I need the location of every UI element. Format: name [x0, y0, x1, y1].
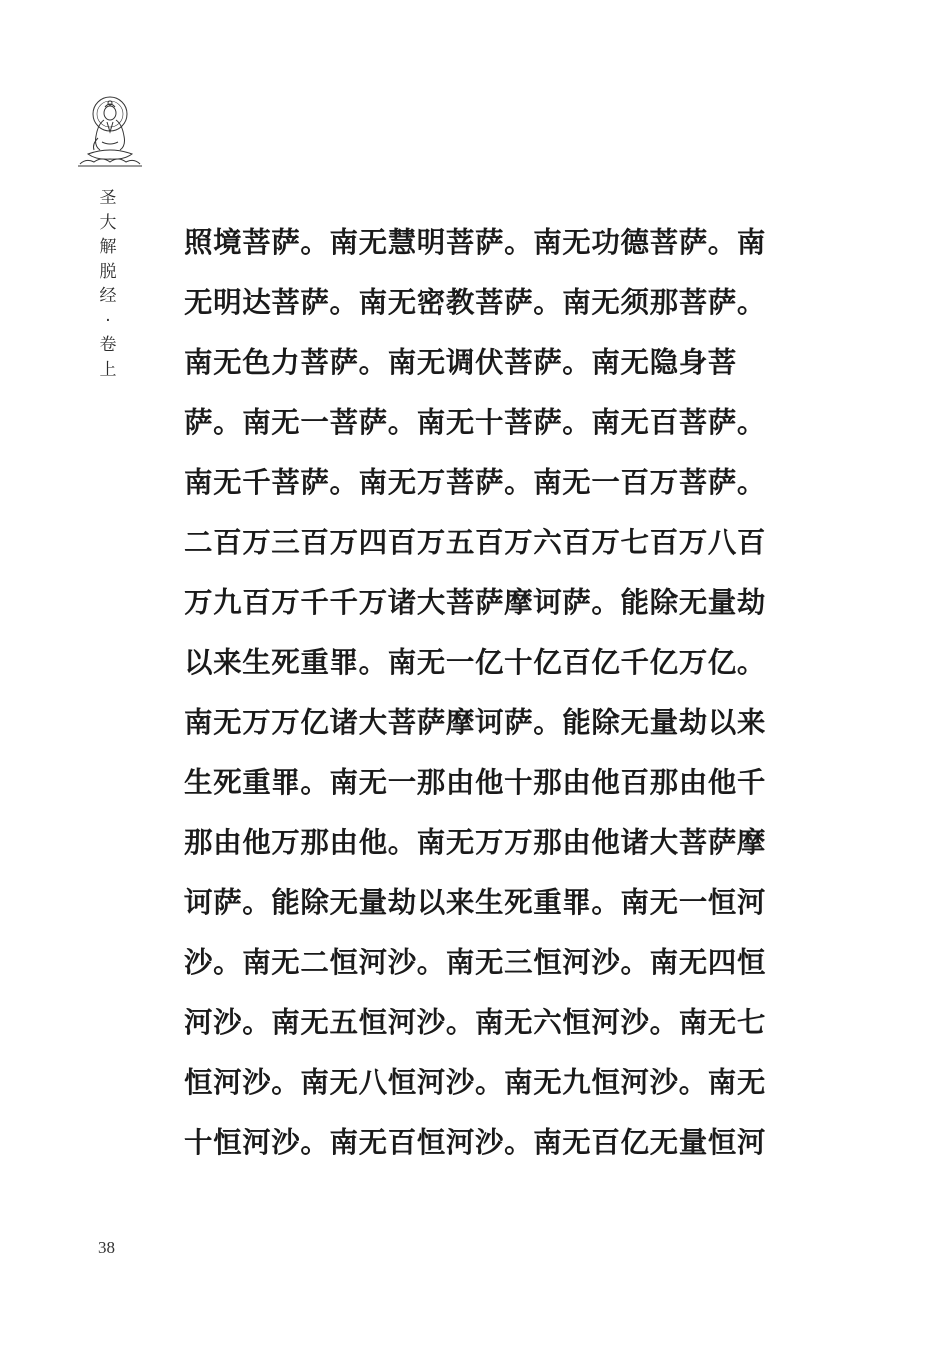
running-title-char: ·: [105, 310, 111, 331]
text-line: 无明达菩萨。南无密教菩萨。南无须那菩萨。: [184, 285, 767, 319]
text-line: 那由他万那由他。南无万万那由他诸大菩萨摩: [184, 825, 767, 859]
running-title-char: 解: [99, 237, 117, 257]
running-title-char: 脱: [99, 261, 117, 282]
text-line: 萨。南无一菩萨。南无十菩萨。南无百菩萨。: [184, 405, 767, 439]
running-title: [96, 186, 120, 382]
text-line: 南无万万亿诸大菩萨摩诃萨。能除无量劫以来: [184, 705, 767, 739]
text-line: 以来生死重罪。南无一亿十亿百亿千亿万亿。: [184, 645, 767, 679]
running-title-char: 大: [99, 212, 117, 233]
text-line: 沙。南无二恒河沙。南无三恒河沙。南无四恒: [184, 945, 767, 979]
running-title-char: 经: [99, 286, 117, 306]
body-text: [184, 212, 774, 1172]
running-title-char: 卷: [99, 335, 117, 355]
text-line: 南无千菩萨。南无万菩萨。南无一百万菩萨。: [184, 465, 767, 499]
text-line: 万九百万千千万诸大菩萨摩诃萨。能除无量劫: [184, 585, 767, 619]
text-line: 恒河沙。南无八恒河沙。南无九恒河沙。南无: [184, 1065, 767, 1099]
text-line: 河沙。南无五恒河沙。南无六恒河沙。南无七: [184, 1005, 767, 1039]
seated-buddha-icon: [74, 92, 146, 168]
text-line: 诃萨。能除无量劫以来生死重罪。南无一恒河: [184, 885, 767, 919]
running-title-char: 圣: [99, 188, 117, 208]
text-line: 南无色力菩萨。南无调伏菩萨。南无隐身菩: [184, 345, 737, 379]
text-line: 照境菩萨。南无慧明菩萨。南无功德菩萨。南: [184, 225, 767, 259]
text-line: 二百万三百万四百万五百万六百万七百万八百: [184, 525, 767, 559]
text-line: 生死重罪。南无一那由他十那由他百那由他千: [184, 765, 767, 799]
page-number: 38: [98, 1238, 115, 1257]
running-title-char: 上: [99, 359, 117, 380]
text-line: 十恒河沙。南无百恒河沙。南无百亿无量恒河: [184, 1125, 767, 1159]
